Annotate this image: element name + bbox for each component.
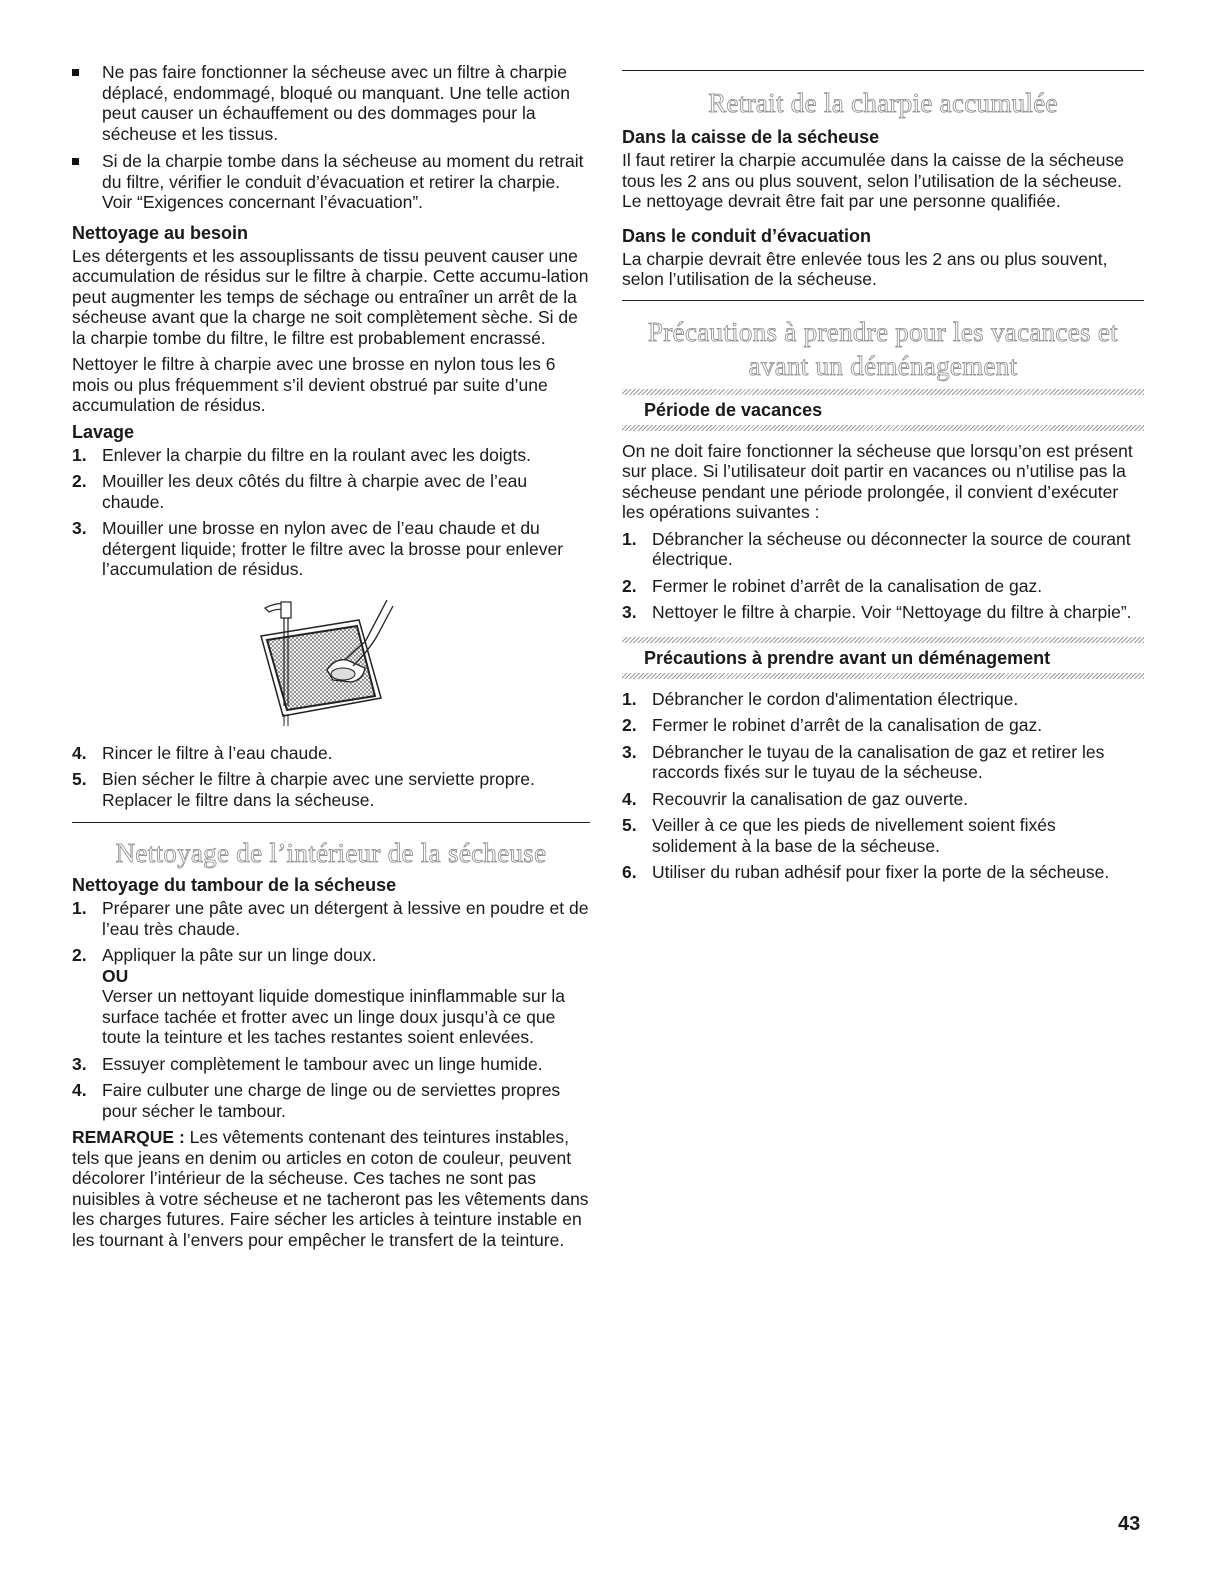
step-number: 1. bbox=[72, 444, 87, 465]
step-text: Préparer une pâte avec un détergent à lessive en poudre et de l’eau très chaude. bbox=[102, 898, 589, 939]
bullet-item: Si de la charpie tombe dans la sécheuse au moment du retrait du filtre, vérifier le conduit d’évacuation et retirer la charpie. Voir “Exigences concernant l’évacuation”. bbox=[72, 151, 590, 213]
step-text: Fermer le robinet d’arrêt de la canalisation de gaz. bbox=[652, 575, 1043, 596]
step-text: Recouvrir la canalisation de gaz ouverte. bbox=[652, 788, 969, 809]
step-text: Débrancher la sécheuse ou déconnecter la source de courant électrique. bbox=[652, 528, 1131, 569]
ou-label: OU bbox=[102, 965, 129, 986]
step-number: 2. bbox=[72, 945, 87, 965]
step-text: Appliquer la pâte sur un linge doux. bbox=[102, 945, 377, 965]
nettoyage-paragraph: Nettoyer le filtre à charpie avec une brosse en nylon tous les 6 mois ou plus fréquemment s’il devient obstrué par suite d’une accumulation de résidus. bbox=[72, 354, 556, 415]
tambour-heading: Nettoyage du tambour de la sécheuse bbox=[72, 875, 397, 895]
step-number: 1. bbox=[622, 688, 637, 709]
step-number: 2. bbox=[622, 575, 637, 596]
nettoyage-au-besoin-heading: Nettoyage au besoin bbox=[72, 222, 249, 243]
step-number: 3. bbox=[72, 1053, 87, 1074]
step-item bbox=[622, 529, 1144, 570]
step-text: Utiliser du ruban adhésif pour fixer la porte de la sécheuse. bbox=[652, 862, 1110, 882]
demenagement-steps bbox=[622, 689, 1144, 883]
step-item bbox=[72, 518, 590, 580]
step-item bbox=[622, 789, 1144, 810]
step-number: 4. bbox=[72, 742, 87, 763]
step-text: Débrancher le cordon d'alimentation électrique. bbox=[652, 688, 1019, 709]
caisse-paragraph: Il faut retirer la charpie accumulée dans la caisse de la sécheuse tous les 2 ans ou plus souvent, selon l’utilisation de la sécheuse. Le nettoyage devrait être fait par une personne qualifiée. bbox=[622, 150, 1124, 211]
step-text: Bien sécher le filtre à charpie avec une serviette propre. Replacer le filtre dans la sécheuse. bbox=[102, 769, 535, 810]
lavage-steps-continued bbox=[72, 743, 590, 811]
vacances-steps bbox=[622, 529, 1144, 623]
hatch-rule bbox=[622, 389, 1144, 395]
step-item bbox=[622, 602, 1144, 623]
nettoyage-paragraph: Les détergents et les assouplissants de tissu peuvent causer une accumulation de résidus sur le filtre à charpie. Cette accumu-lation peut augmenter les temps de séchage ou entraîner un arrêt de la sécheuse avant que la charge ne soit complètement sèche. Si de la charpie tombe du filtre, le filtre est probablement encrassé. bbox=[72, 245, 589, 348]
step-item bbox=[622, 689, 1144, 710]
step-text: Enlever la charpie du filtre en la roulant avec les doigts. bbox=[102, 444, 531, 465]
remarque-paragraph bbox=[72, 1127, 590, 1250]
step-number: 2. bbox=[72, 471, 87, 491]
step-number: 4. bbox=[72, 1080, 87, 1100]
step-text: Mouiller les deux côtés du filtre à charpie avec de l’eau chaude. bbox=[102, 471, 528, 512]
hatch-rule bbox=[622, 425, 1144, 431]
demenagement-heading: Précautions à prendre avant un déménagement bbox=[644, 647, 1051, 668]
lint-filter-brush-illustration bbox=[247, 588, 397, 733]
step-number: 2. bbox=[622, 715, 637, 735]
step-text: Faire culbuter une charge de linge ou de serviettes propres pour sécher le tambour. bbox=[102, 1080, 561, 1121]
conduit-heading: Dans le conduit d’évacuation bbox=[622, 225, 872, 246]
step-item bbox=[622, 742, 1144, 783]
vacances-intro: On ne doit faire fonctionner la sécheuse que lorsqu’on est présent sur place. Si l’utilisateur doit partir en vacances ou n’utilise pas la sécheuse pendant une période prolongée, il convient d’exécuter les opérations suivantes : bbox=[622, 440, 1133, 522]
step-number: 3. bbox=[622, 741, 637, 762]
step-number: 1. bbox=[72, 898, 87, 918]
right-column bbox=[622, 70, 1144, 889]
tambour-steps bbox=[72, 898, 590, 1121]
lavage-heading: Lavage bbox=[72, 421, 135, 442]
page-number: 43 bbox=[1118, 1513, 1141, 1535]
step-number: 4. bbox=[622, 788, 637, 809]
step-number: 5. bbox=[72, 769, 87, 789]
step-text: Débrancher le tuyau de la canalisation de gaz et retirer les raccords fixés sur le tuyau de la sécheuse. bbox=[652, 741, 1105, 782]
step-number: 3. bbox=[622, 602, 637, 622]
step-item bbox=[72, 743, 590, 764]
step-item bbox=[622, 576, 1144, 597]
lavage-steps bbox=[72, 445, 590, 580]
precautions-section-title: Précautions à prendre pour les vacances et avant un déménagement bbox=[648, 316, 1118, 381]
step-number: 6. bbox=[622, 862, 637, 882]
step-item bbox=[72, 769, 590, 810]
step-text: Nettoyer le filtre à charpie. Voir “Nettoyage du filtre à charpie”. bbox=[652, 602, 1132, 622]
step-item bbox=[72, 1080, 590, 1121]
step-text: Essuyer complètement le tambour avec un linge humide. bbox=[102, 1053, 543, 1074]
warning-bullets bbox=[72, 62, 590, 213]
section-divider bbox=[622, 300, 1144, 301]
step-item bbox=[72, 1054, 590, 1075]
step-item bbox=[622, 862, 1144, 883]
bullet-item: Ne pas faire fonctionner la sécheuse avec un filtre à charpie déplacé, endommagé, bloqué ou manquant. Une telle action peut causer un échauffement ou des dommages pour la sécheuse et les tissus. bbox=[72, 62, 590, 144]
step-number: 1. bbox=[622, 528, 637, 549]
step-item bbox=[72, 471, 590, 512]
step-number: 3. bbox=[72, 518, 87, 538]
step-text: Fermer le robinet d’arrêt de la canalisation de gaz. bbox=[652, 715, 1043, 735]
caisse-heading: Dans la caisse de la sécheuse bbox=[622, 127, 880, 147]
step-text: Veiller à ce que les pieds de nivellement soient fixés solidement à la base de la sécheuse. bbox=[652, 815, 1056, 856]
left-column bbox=[72, 62, 590, 1256]
step-text: Verser un nettoyant liquide domestique ininflammable sur la surface tachée et frotter avec un linge doux jusqu’à ce que toute la teinture et les taches restantes soient enlevées. bbox=[102, 986, 566, 1047]
conduit-paragraph: La charpie devrait être enlevée tous les 2 ans ou plus souvent, selon l’utilisation de la sécheuse. bbox=[622, 248, 1108, 289]
retrait-section-title: Retrait de la charpie accumulée bbox=[708, 88, 1058, 118]
step-item bbox=[72, 445, 590, 466]
step-number: 5. bbox=[622, 815, 637, 835]
step-item bbox=[622, 815, 1144, 856]
remarque-label: REMARQUE : bbox=[72, 1127, 185, 1147]
interieur-section-title: Nettoyage de l’intérieur de la sécheuse bbox=[115, 838, 547, 868]
remarque-text: Les vêtements contenant des teintures instables, tels que jeans en denim ou articles en coton de couleur, peuvent décolorer l’intérieur de la sécheuse. Ces taches ne sont pas nuisibles à votre sécheuse et ne tacheront pas les vêtements dans les charges futures. Faire sécher les articles à teinture instable en les tournant à l’envers pour empêcher le transfert de la teinture. bbox=[72, 1127, 589, 1250]
step-text: Rincer le filtre à l’eau chaude. bbox=[102, 742, 333, 763]
step-item bbox=[72, 898, 590, 939]
section-divider bbox=[622, 70, 1144, 71]
step-item bbox=[622, 715, 1144, 736]
hatch-rule bbox=[622, 673, 1144, 679]
hatch-rule bbox=[622, 637, 1144, 643]
section-divider bbox=[72, 822, 590, 823]
vacances-heading: Période de vacances bbox=[644, 399, 823, 420]
step-text: Mouiller une brosse en nylon avec de l’eau chaude et du détergent liquide; frotter le filtre avec la brosse pour enlever l’accumulation de résidus. bbox=[102, 518, 564, 579]
step-item bbox=[72, 945, 590, 1048]
